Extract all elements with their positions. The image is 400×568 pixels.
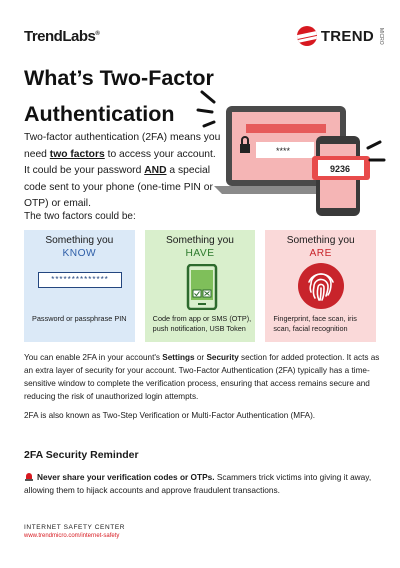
body1-settings: Settings xyxy=(162,353,195,362)
phone-code: 9236 xyxy=(330,164,351,174)
header xyxy=(24,28,384,48)
card-keyword: ARE xyxy=(309,248,332,259)
card-keyword: HAVE xyxy=(185,248,215,259)
card-heading: Something you xyxy=(45,235,114,246)
trendmicro-logo xyxy=(297,26,384,46)
laptop-phone-illustration xyxy=(196,90,386,220)
title-line-1: What’s Two-Factor xyxy=(24,66,214,90)
intro-text-1: Two-factor authentication (2FA) means you need xyxy=(24,132,221,160)
reminder-bold: Never share your verification codes or OTPs. xyxy=(37,472,215,482)
card-description: Code from app or SMS (OTP), push notification, USB Token xyxy=(152,314,252,333)
factors-label: The two factors could be: xyxy=(24,211,136,222)
laptop-bar xyxy=(246,124,326,133)
intro-paragraph xyxy=(24,130,224,213)
logo-trend: Trend xyxy=(24,28,63,45)
fingerprint-icon xyxy=(297,262,345,310)
body1-text-3: section for added protection. It acts as an extra layer of security for your account. Two-Factor Authentication (2FA) typically has a time-sensitive window to complete the verification process, ensuring that access remains secure and reducing the risk of unauthorized login attempts. xyxy=(24,353,380,401)
footer-center-name: INTERNET SAFETY CENTER xyxy=(24,524,126,531)
card-have xyxy=(145,230,256,342)
siren-icon xyxy=(24,472,34,481)
trendlabs-logo: TrendLabs® xyxy=(24,28,100,45)
card-know xyxy=(24,230,135,342)
burst-lines xyxy=(198,92,214,126)
body1-security: Security xyxy=(206,353,239,362)
card-heading: Something you xyxy=(286,235,355,246)
card-heading: Something you xyxy=(166,235,234,246)
body-paragraph-2: 2FA is also known as Two-Step Verification or Multi-Factor Authentication (MFA). xyxy=(24,411,316,420)
logo-micro-text: MICRO xyxy=(378,27,384,45)
logo-labs: Labs xyxy=(62,28,96,45)
body1-text-2: or xyxy=(194,353,207,362)
card-description: Fingerprint, face scan, iris scan, facial recognition xyxy=(273,314,357,333)
trendmicro-ball-icon xyxy=(297,26,317,46)
card-are xyxy=(265,230,376,342)
footer xyxy=(24,524,125,539)
password-field-illustration: ************** xyxy=(38,272,122,288)
intro-and: AND xyxy=(144,165,167,176)
intro-text-3: a special code sent to your phone (one-time PIN or OTP) or email. xyxy=(24,165,213,209)
reminder-title: 2FA Security Reminder xyxy=(24,449,139,461)
phone-icon xyxy=(185,264,219,310)
title-line-2: Authentication xyxy=(24,102,175,126)
body1-text-1: You can enable 2FA in your account's xyxy=(24,353,163,362)
footer-url[interactable]: www.trendmicro.com/internet-safety xyxy=(24,533,120,539)
laptop-code: **** xyxy=(276,146,291,156)
factor-cards xyxy=(24,230,376,342)
intro-text-2: to access your account. It could be your password xyxy=(24,148,216,176)
intro-two-factors: two factors xyxy=(49,148,105,160)
logo-trend-text: TREND xyxy=(320,27,374,45)
card-description: Password or passphrase PIN xyxy=(32,314,127,323)
body-paragraph-1 xyxy=(24,351,380,403)
card-keyword: KNOW xyxy=(62,248,97,259)
burst-lines-right xyxy=(368,142,384,160)
reminder-text xyxy=(24,471,374,497)
reminder-rest: Scammers trick victims into giving it away, allowing them to hijack accounts and approve fraudulent transactions. xyxy=(24,472,372,495)
